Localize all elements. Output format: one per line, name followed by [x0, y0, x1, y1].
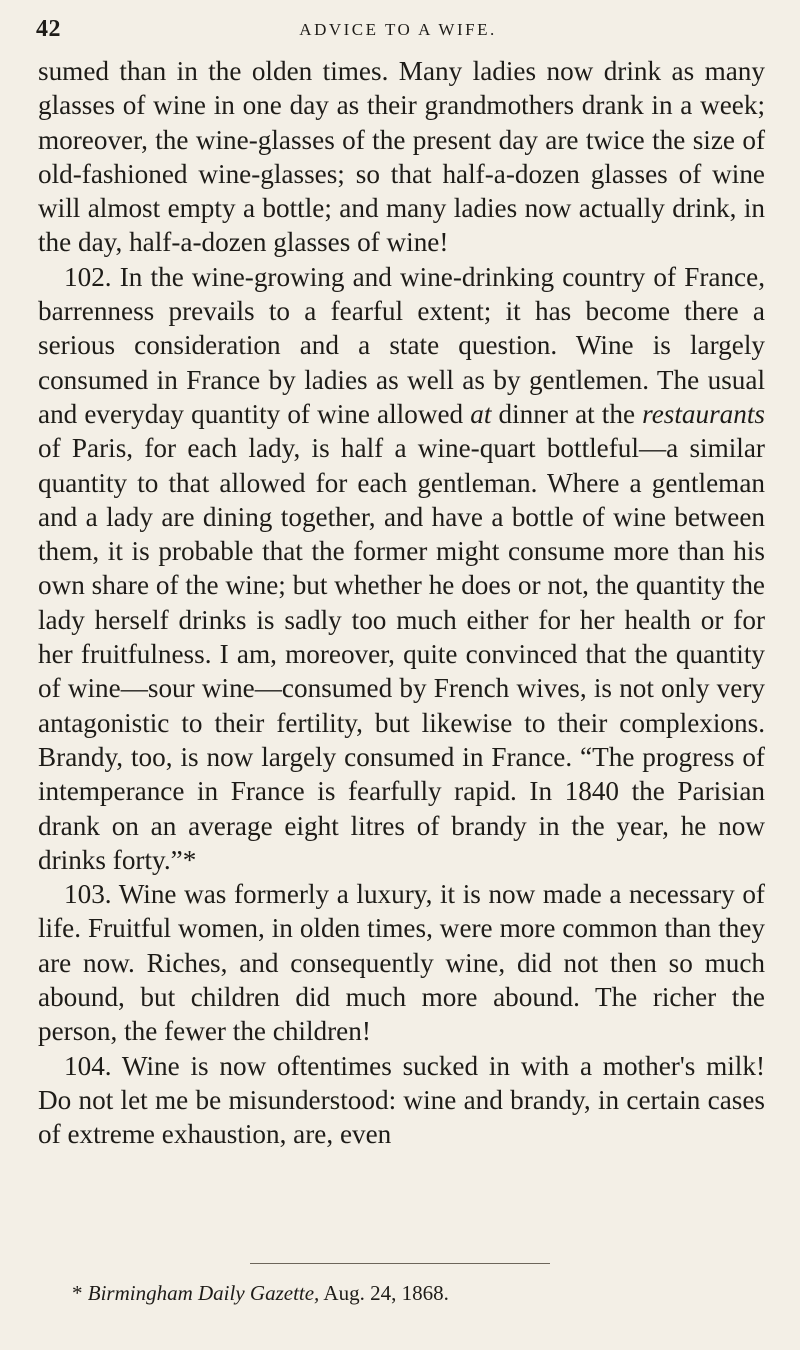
paragraph-102-part-a: 102. In the wine-growing and wine-drinking country of France, barrenness prevails to a fearful extent; it has become there a serious consideration and a state question. Wine is largely consumed in France by ladies as well as by gentlemen. The usual and everyday quantity of wine allowed: [38, 261, 765, 429]
footnote-date: Aug. 24, 1868.: [319, 1281, 449, 1305]
paragraph-103: 103. Wine was formerly a luxury, it is now made a necessary of life. Fruitful women, in olden times, were more common than they are now. Riches, and consequently wine, did not then so much abound, but children did much more abound. The richer the person, the fewer the children!: [38, 879, 765, 1047]
running-title: ADVICE TO A WIFE.: [299, 20, 497, 39]
italic-restaurants: restaurants: [642, 398, 766, 429]
footnote-source: Birmingham Daily Gazette,: [87, 1281, 320, 1305]
footnote-divider: [250, 1263, 550, 1264]
body-text: [38, 54, 765, 1152]
running-head: [18, 16, 778, 46]
paragraph-continued: sumed than in the olden times. Many ladies now drink as many glasses of wine in one day as their grandmothers drank in a week; moreover, the wine-glasses of the present day are twice the size of old-fashioned wine-glasses; so that half-a-dozen glasses of wine will almost empty a bottle; and many ladies now actually drink, in the day, half-a-dozen glasses of wine!: [38, 56, 765, 258]
paragraph-104: 104. Wine is now oftentimes sucked in with a mother's milk! Do not let me be misunderstood: wine and brandy, in certain cases of extreme exhaustion, are, even: [38, 1050, 765, 1150]
paragraph-102: [38, 260, 765, 877]
footnote: [72, 1280, 762, 1306]
paragraph-102-part-b: dinner at the: [491, 398, 643, 429]
page-number: 42: [36, 16, 61, 42]
footnote-marker: *: [72, 1281, 88, 1305]
italic-at: at: [470, 398, 492, 429]
paragraph-102-part-c: of Paris, for each lady, is half a wine-quart bottleful—a similar quantity to that allowed for each gentleman. Where a gentleman and a lady are dining together, and have a bottle of wine between them, it is probable that the former might consume more than his own share of the wine; but whether he does or not, the quantity the lady herself drinks is sadly too much either for her health or for her fruitfulness. I am, moreover, quite convinced that the quantity of wine—sour wine—consumed by French wives, is not only very antagonistic to their fertility, but likewise to their complexions. Brandy, too, is now largely consumed in France. “The progress of intemperance in France is fearfully rapid. In 1840 the Parisian drank on an average eight litres of brandy in the year, he now drinks forty.”*: [38, 433, 765, 875]
